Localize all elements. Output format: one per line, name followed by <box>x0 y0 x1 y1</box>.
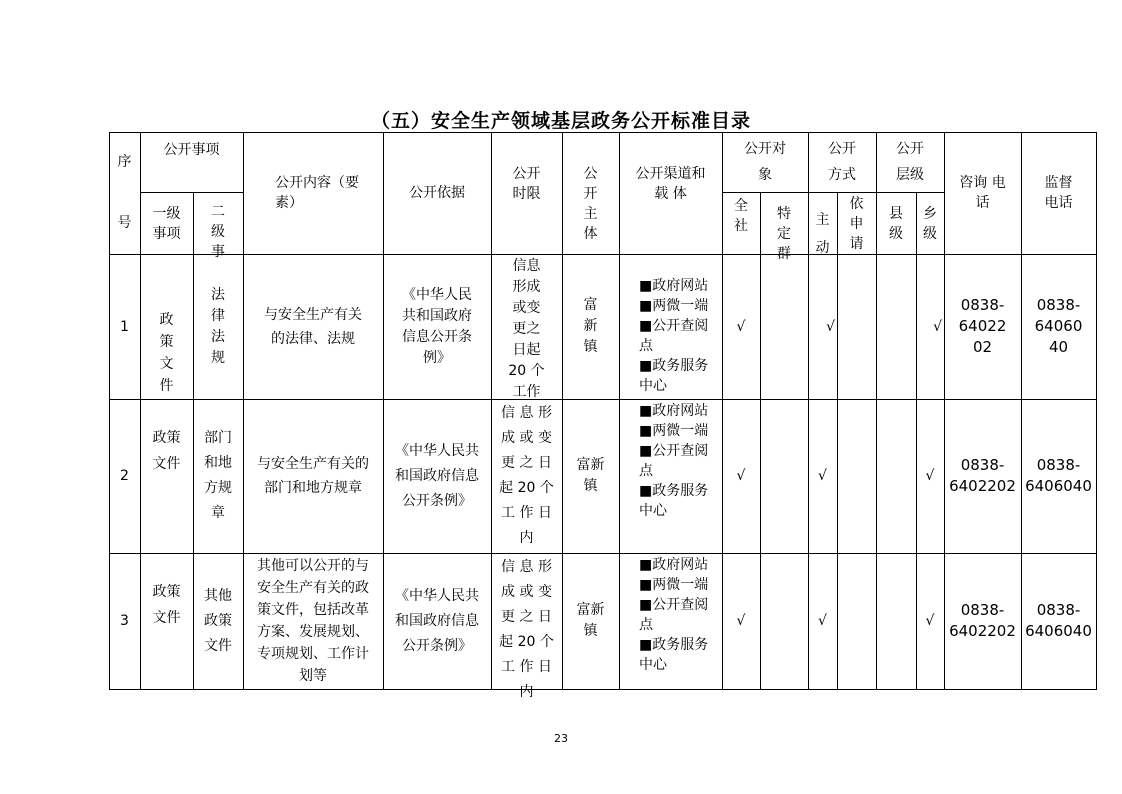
row-method-active-text: √ <box>826 318 835 335</box>
subheader-rule <box>722 192 944 193</box>
row-supervise-phone-text: 0838- 6406040 <box>1025 456 1092 495</box>
row-subject <box>564 555 617 687</box>
row-method-active-text: √ <box>818 613 827 629</box>
row-supervise-phone <box>1023 401 1094 551</box>
channel-item: ■两微一端 <box>639 298 709 314</box>
header-target-text: 公开对 象 <box>744 141 786 183</box>
header-method-apply-text: 依 申 请 <box>849 196 864 252</box>
header-basis <box>385 134 489 252</box>
row-seq <box>111 555 138 687</box>
column-rule <box>916 192 917 690</box>
header-target-specific-text: 特 定 群 <box>777 206 791 262</box>
header-method-text: 公开 方式 <box>828 141 856 183</box>
row-subject-text: 富新 镇 <box>576 457 605 494</box>
header-method-active-text: 主 动 <box>815 212 830 256</box>
row-time-text: 信 息 形 成 或 变 更 之 日 起 20 个 工 作 日 内 <box>499 405 554 546</box>
header-level <box>878 134 942 190</box>
header-seq-text: 序 <box>117 154 132 170</box>
row-supervise-phone-text: 0838- 6406040 <box>1025 601 1092 640</box>
row-content <box>245 555 381 687</box>
row-target-all <box>724 555 758 687</box>
row-level-town-text: √ <box>933 318 942 335</box>
row-level1-item-text: 政策 文件 <box>152 430 181 472</box>
column-rule <box>760 192 761 690</box>
column-rule <box>109 132 110 690</box>
row-level2-item-text: 其他 政策 文件 <box>204 587 232 654</box>
header-content-text: 公开内容（要 素） <box>275 175 359 211</box>
row-subject <box>564 256 617 397</box>
row-seq-text: 3 <box>120 613 129 629</box>
row-consult-phone-text: 0838- 6402202 <box>949 601 1016 640</box>
table-top-rule <box>109 132 1096 133</box>
row-level2-item-text: 部门 和地 方规 章 <box>204 430 232 521</box>
row-method-active <box>810 401 835 551</box>
channel-item: 中心 <box>639 657 667 673</box>
row-content-text: 与安全生产有关 的法律、法规 <box>264 306 362 347</box>
row-level2-item <box>195 401 241 551</box>
row-content <box>245 401 381 551</box>
channel-item: 点 <box>639 338 653 354</box>
table-bottom-rule <box>109 689 1096 690</box>
header-channel-text: 公开渠道和 载 体 <box>635 166 706 202</box>
column-rule <box>876 132 877 690</box>
page-title: （五）安全生产领域基层政务公开标准目录 <box>370 110 751 132</box>
row-level2-item <box>195 555 241 687</box>
header-item-l1-text: 一级 事项 <box>152 206 181 242</box>
row-level2-item-text: 法 律 法 规 <box>211 286 225 366</box>
row-level1-item <box>142 256 191 397</box>
column-rule <box>808 132 809 690</box>
row-supervise-phone <box>1023 256 1094 397</box>
row-supervise-phone-text: 0838- 64060 40 <box>1034 296 1083 356</box>
column-rule <box>562 132 563 690</box>
header-item-l2 <box>195 194 241 260</box>
row-channel <box>639 276 720 417</box>
row-level1-item <box>142 555 191 711</box>
page-number: 23 <box>554 732 568 745</box>
row-target-all-text: √ <box>736 468 746 484</box>
channel-item: 点 <box>639 617 653 633</box>
row-level-town <box>918 401 942 551</box>
row-seq <box>111 256 138 397</box>
row-level1-item-text: 政策 文件 <box>152 584 181 626</box>
row-level-town-text: √ <box>925 613 935 629</box>
row-time <box>493 401 560 551</box>
channel-item: ■政府网站 <box>639 557 709 573</box>
row-method-active-text: √ <box>818 468 827 484</box>
row-basis <box>385 256 489 397</box>
header-target-specific <box>762 194 806 262</box>
row-supervise-phone <box>1023 555 1094 687</box>
header-item-l1 <box>142 194 191 262</box>
row-seq <box>111 401 138 551</box>
row-method-apply <box>839 256 874 397</box>
header-method <box>810 134 874 190</box>
header-consult <box>946 134 1019 252</box>
row-consult-phone <box>946 256 1019 397</box>
channel-item: ■两微一端 <box>639 577 709 593</box>
header-subject-text: 公 开 主 体 <box>583 166 598 242</box>
column-rule <box>1096 132 1097 690</box>
channel-item: ■两微一端 <box>639 423 709 439</box>
row-level-county <box>878 401 914 551</box>
channel-item: 中心 <box>639 378 667 394</box>
row-time <box>493 256 560 400</box>
row-method-active <box>810 555 835 687</box>
row-time <box>493 555 560 700</box>
column-rule <box>722 132 723 690</box>
header-level-county-text: 县 级 <box>889 206 903 242</box>
row-consult-phone-text: 0838- 6402202 <box>949 456 1016 495</box>
row-level-town <box>918 555 942 687</box>
header-target-all <box>724 194 758 254</box>
row-target-all <box>724 256 758 397</box>
header-item-l2-text: 二 级 事 <box>211 204 225 260</box>
row-channel <box>639 401 720 551</box>
row-level2-item <box>195 256 241 397</box>
row-basis-text: 《中华人民共 和国政府信息 公开条例》 <box>395 442 479 509</box>
channel-item: ■公开查阅 <box>639 443 709 459</box>
row-target-specific <box>762 401 806 551</box>
row-target-specific <box>762 555 806 687</box>
row-time-text: 信 息 形 成 或 变 更 之 日 起 20 个 工 作 日 内 <box>499 559 554 700</box>
channel-item: 点 <box>639 463 653 479</box>
row-content <box>245 256 381 397</box>
row-consult-phone-text: 0838- 64022 02 <box>958 296 1007 356</box>
row-method-apply <box>839 401 874 551</box>
channel-item: ■政府网站 <box>639 403 709 419</box>
row-basis <box>385 401 489 551</box>
channel-item: 中心 <box>639 503 667 519</box>
row-subject <box>564 401 617 551</box>
channel-item: ■政务服务 <box>639 483 709 499</box>
row-level-town-text: √ <box>925 468 935 484</box>
channel-item: ■公开查阅 <box>639 318 709 334</box>
header-level-county <box>878 194 914 262</box>
header-item-text: 公开事项 <box>163 142 220 158</box>
column-rule <box>140 132 141 690</box>
row-basis <box>385 555 489 687</box>
row-target-all-text: √ <box>736 613 746 629</box>
row-subject-text: 富新 镇 <box>576 602 605 639</box>
header-basis-text: 公开依据 <box>409 185 465 201</box>
row-level-county <box>878 555 914 687</box>
header-level-town <box>918 194 942 262</box>
row-target-all-text: √ <box>736 318 746 335</box>
channel-item: ■公开查阅 <box>639 597 709 613</box>
column-rule <box>243 132 244 690</box>
header-supervise <box>1023 134 1094 252</box>
column-rule <box>193 192 194 690</box>
header-seq-2 <box>111 194 138 252</box>
row-content-text: 与安全生产有关的 部门和地方规章 <box>257 456 369 496</box>
row-rule <box>109 553 1096 554</box>
header-level-text: 公开 层级 <box>896 141 924 183</box>
row-level1-item-text: 政 策 文 件 <box>159 312 174 394</box>
channel-item: ■政务服务 <box>639 637 709 653</box>
row-subject-text: 富 新 镇 <box>583 297 598 355</box>
header-method-active <box>810 194 835 264</box>
channel-item: ■政府网站 <box>639 278 709 294</box>
header-seq-2-text: 号 <box>117 215 132 231</box>
header-time-text: 公开 时限 <box>512 166 541 202</box>
row-content-text: 其他可以公开的与 安全生产有关的政 策文件，包括改革 方案、发展规划、 专项规划、工作计 划等 <box>257 558 369 684</box>
header-target-all-text: 全 社 <box>734 198 748 234</box>
row-seq-text: 1 <box>120 318 129 335</box>
row-channel <box>639 555 720 687</box>
header-method-apply <box>839 194 874 252</box>
header-supervise-text: 监督 电话 <box>1044 175 1073 211</box>
header-seq <box>111 134 138 190</box>
column-rule <box>491 132 492 690</box>
channel-item: ■政务服务 <box>639 358 709 374</box>
header-level-town-text: 乡 级 <box>923 206 937 242</box>
header-consult-text: 咨询 电 话 <box>959 175 1006 211</box>
row-target-all <box>724 401 758 551</box>
row-time-text: 信息 形成 或变 更之 日起 20 个 工作 <box>508 258 545 400</box>
row-seq-text: 2 <box>120 468 129 484</box>
column-rule <box>837 192 838 690</box>
row-basis-text: 《中华人民共 和国政府信息 公开条例》 <box>395 587 479 654</box>
header-target <box>724 134 806 190</box>
header-channel <box>621 134 720 282</box>
row-method-apply <box>839 555 874 687</box>
row-consult-phone <box>946 555 1019 687</box>
row-basis-text: 《中华人民 共和国政府 信息公开条 例》 <box>402 286 472 366</box>
row-method-active <box>810 256 835 397</box>
header-item <box>142 134 241 196</box>
row-target-specific <box>762 256 806 397</box>
row-consult-phone <box>946 401 1019 551</box>
row-rule <box>109 399 1096 400</box>
column-rule <box>619 132 620 690</box>
column-rule <box>944 132 945 690</box>
row-level1-item <box>142 401 191 575</box>
row-level-town <box>918 256 942 397</box>
column-rule <box>1021 132 1022 690</box>
row-level-county <box>878 256 914 397</box>
